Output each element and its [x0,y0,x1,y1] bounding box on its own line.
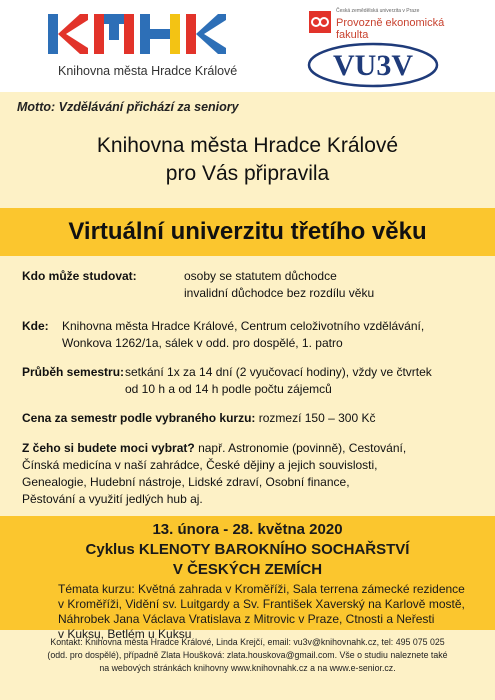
motto: Motto: Vzdělávání přichází za seniory [17,100,239,114]
kmhk-letter-m-icon [94,14,134,54]
course-topics: Témata kurzu: Květná zahrada v Kroměříži, Sala terrena zámecké rezidence v Kroměříži, Vidění sv. Luitgardy a Sv. František Xaverský na Karlově mostě, Náhrobek Jana Václava Vratislava z Mitrovic v Praze, Ctnosti a Neřesti v Kuksu, Betlém u Kuksu [58,582,465,641]
price-section [22,410,375,427]
date-range: 13. února - 28. května 2020 [152,521,343,538]
dates-banner [0,516,495,641]
page-title: Virtuální univerzitu třetího věku [68,218,427,245]
kmhk-letter-h-icon [140,14,180,54]
czu-emblem-icon [308,10,332,34]
contact-footer [0,636,495,675]
where-text-1: Knihovna města Hradce Králové, Centrum celoživotního vzdělávání, [62,319,425,333]
who-section [22,268,374,302]
choose-text-4: Pěstování a využití jedlých hub aj. [22,492,203,506]
who-item-2: invalidní důchodce bez rozdílu věku [184,286,375,300]
course-section [22,364,432,398]
contact-line-3: na webových stránkách knihovny www.knihovnahk.cz a na www.e-senior.cz. [99,663,396,673]
contact-line-1: Kontakt: Knihovna města Hradce Králové, Linda Krejčí, email: vu3v@knihovnahk.cz, tel: 495 075 025 [50,637,445,647]
choose-label: Z čeho si budete moci vybrat? [22,441,195,455]
partner-logo [306,6,481,86]
faculty-name: Provozně ekonomická fakulta [336,17,445,41]
price-text: rozmezí 150 – 300 Kč [258,411,376,425]
where-text-2: Wonkova 1262/1a, sálek v odd. pro dospělé, 1. patro [62,336,343,350]
kmhk-letter-k-icon [48,14,88,54]
title-banner [0,208,495,256]
course-text-1: setkání 1x za 14 dní (2 vyučovací hodiny), vždy ve čtvrtek [125,365,432,379]
choose-text-2: Čínská medicína v naší zahrádce, České dějiny a jejich souvislosti, [22,458,378,472]
library-name: Knihovna města Hradce Králové [58,64,238,78]
contact-line-2: (odd. pro dospělé), případně Zlata Houšková: zlata.houskova@gmail.com. Vše o studiu naleznete také [47,650,448,660]
price-label: Cena za semestr podle vybraného kurzu: [22,411,256,425]
where-section [22,318,424,352]
choose-text-3: Genealogie, Hudební nástroje, Lidské zdraví, Osobní finance, [22,475,350,489]
who-item-1: osoby se statutem důchodce [184,269,337,283]
who-label: Kdo může studovat: [22,269,137,283]
prepared-heading: Knihovna města Hradce Králové pro Vás připravila [96,134,399,185]
cycle-title-2: V ČESKÝCH ZEMÍCH [172,561,323,578]
choose-text-1: např. Astronomie (povinně), Cestování, [198,441,407,455]
svg-text:VU3V: VU3V [333,49,413,82]
cycle-title-1: Cyklus KLENOTY BAROKNÍHO SOCHAŘSTVÍ [85,541,410,558]
header [0,0,495,92]
kmhk-letter-k2-icon [186,14,226,54]
course-label: Průběh semestru: [22,365,125,379]
kmhk-logo [48,14,248,54]
choose-section [22,440,406,508]
university-name: Česká zemědělská univerzita v Praze [336,8,420,14]
vu3v-logo-icon [306,42,441,88]
where-label: Kde: [22,319,49,333]
course-text-2: od 10 h a od 14 h podle počtu zájemců [125,382,332,396]
